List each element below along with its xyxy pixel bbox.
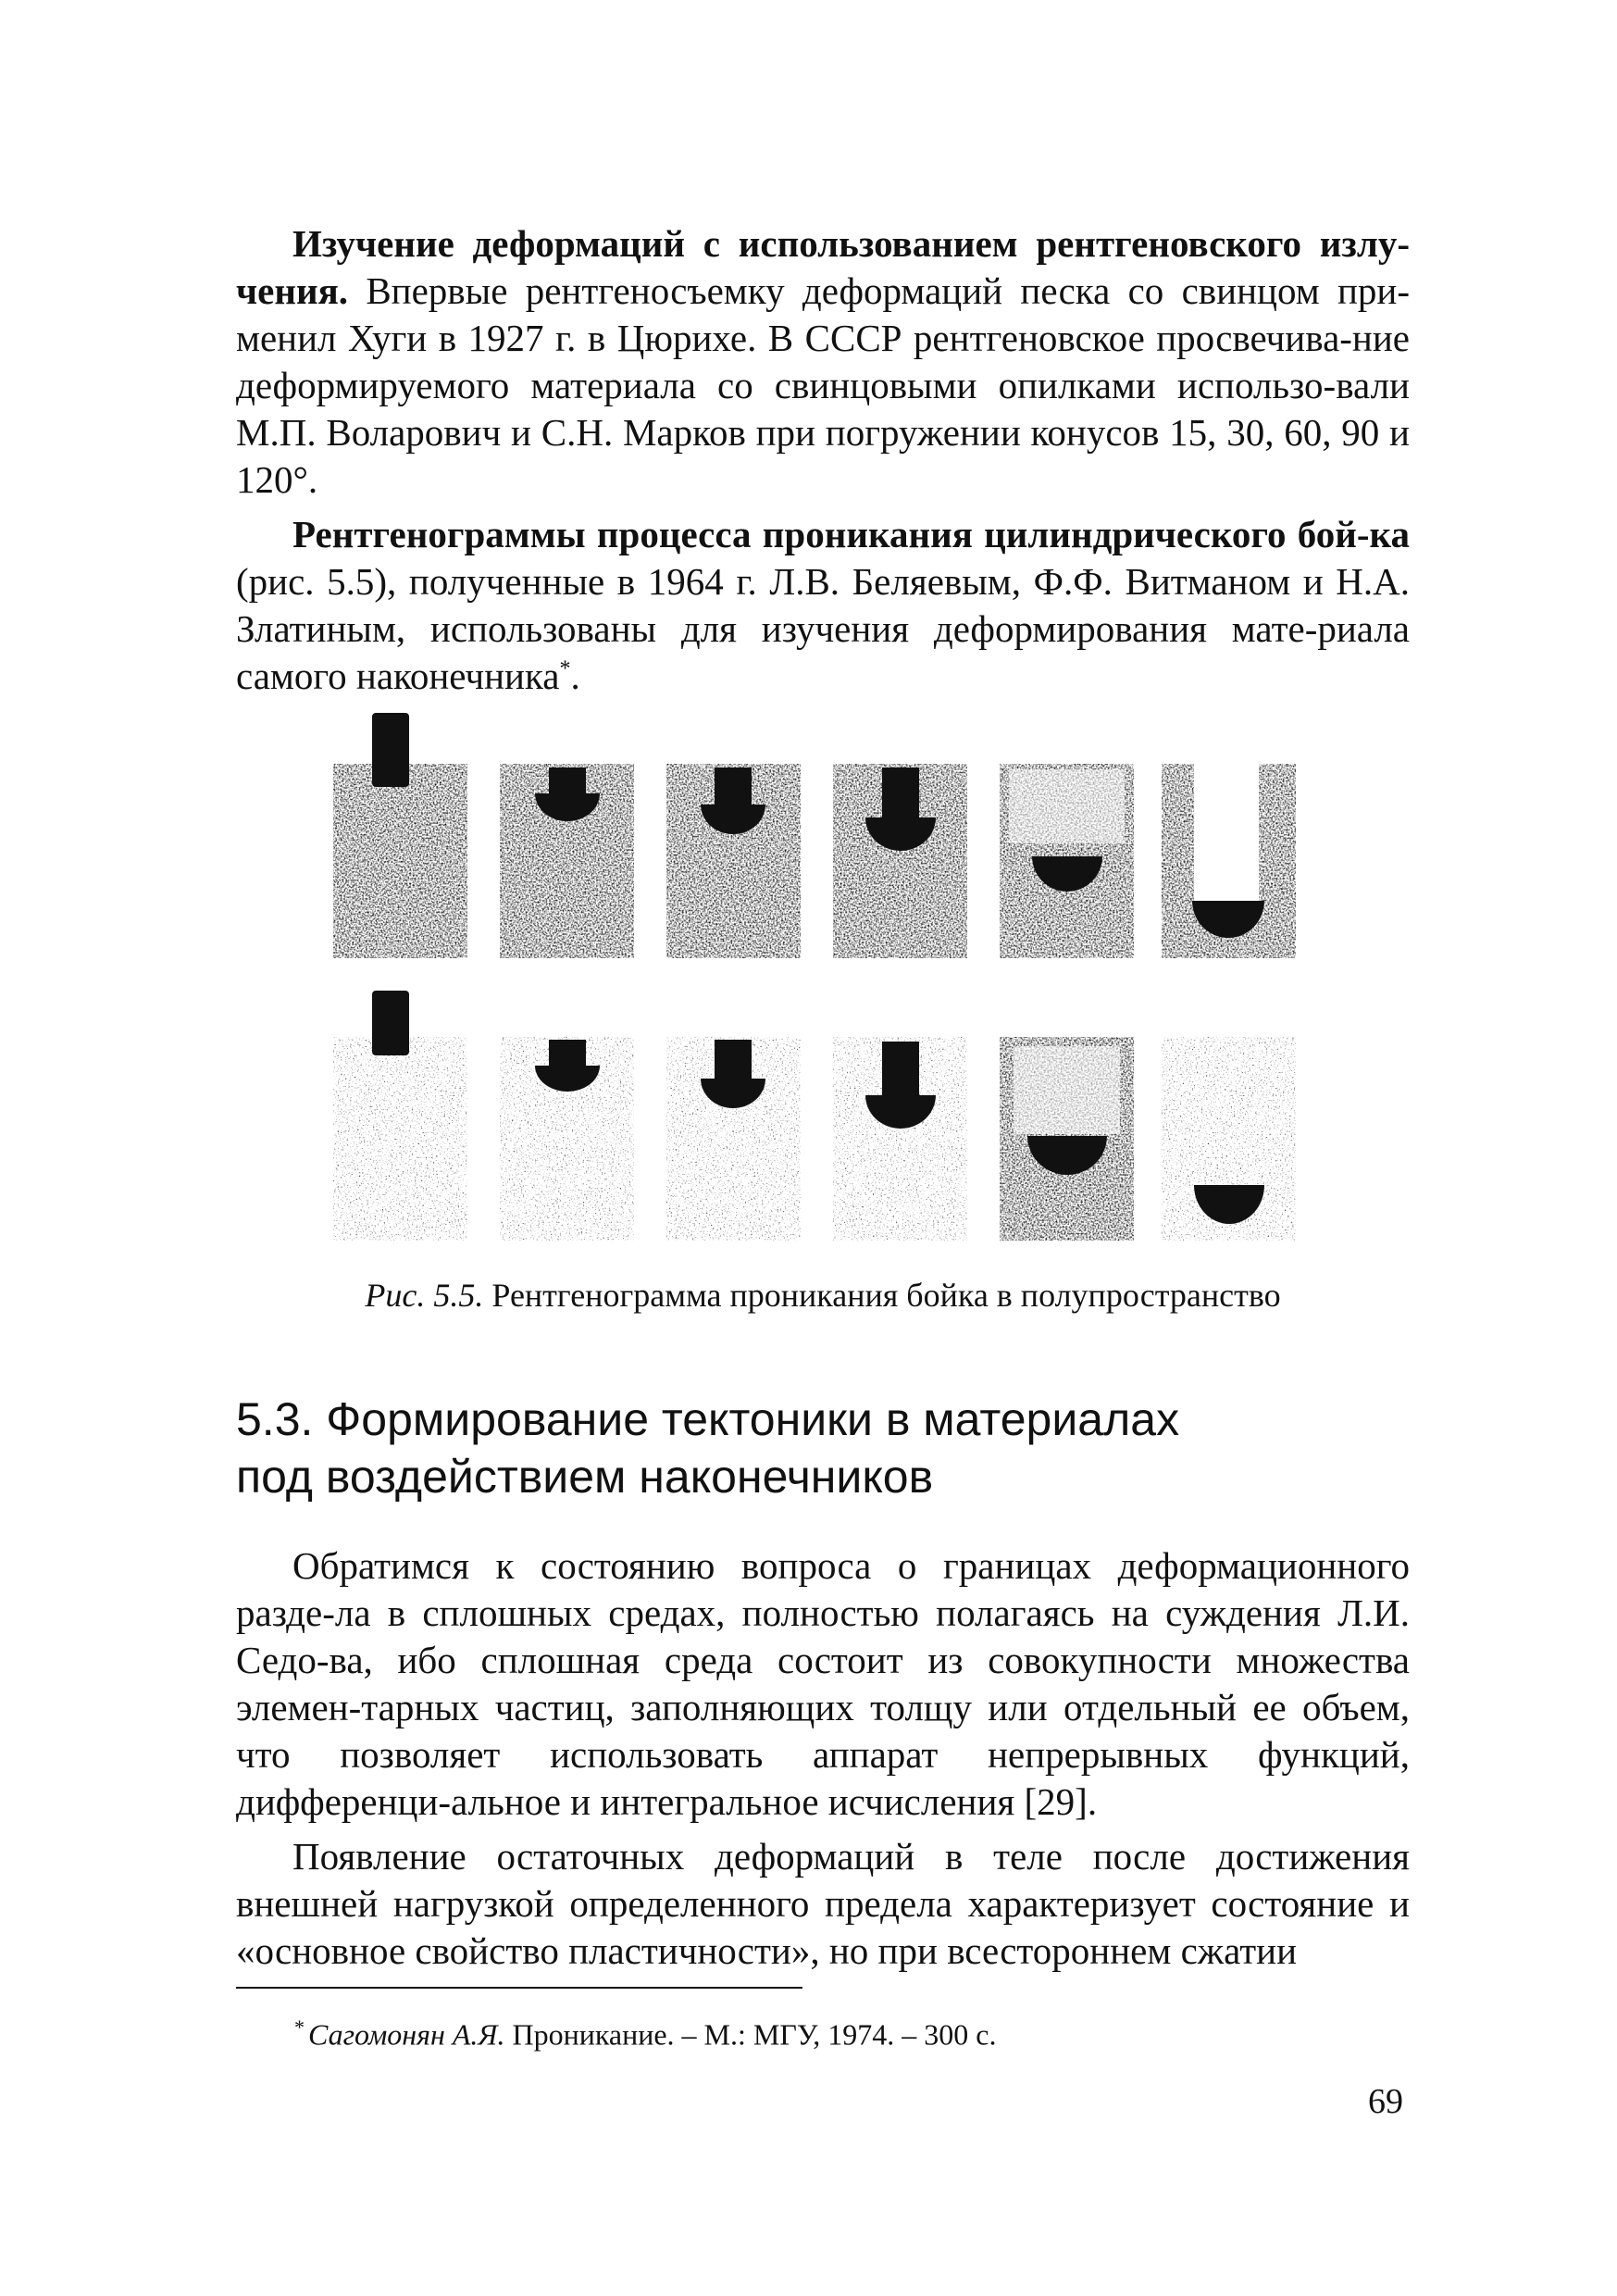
radiograph-row-1 bbox=[333, 713, 1296, 958]
paragraph-xray-study bbox=[236, 220, 1410, 504]
striker-2-1 bbox=[372, 991, 409, 1055]
section-heading-line-2: под воздействием наконечников bbox=[236, 1451, 934, 1503]
top-text-block bbox=[236, 220, 1410, 700]
frame-1-6 bbox=[1162, 764, 1296, 958]
footnote-author: Сагомонян А.Я. bbox=[308, 2017, 505, 2052]
frame-2-1 bbox=[333, 991, 467, 1241]
paragraph-xray-study-body: Впервые рентгеносъемку деформаций песка со свинцом при-менил Хуги в 1927 г. в Цюрихе. В СССР рентгеновское просвечива-ние деформируемого материала со свинцовыми опилками использо-вали М.П. Воларович и С.Н. Марков при погружении конусов 15, 30, 60, 90 и 120°. bbox=[236, 269, 1410, 501]
figure-caption-label: Рис. 5.5. bbox=[365, 1277, 484, 1314]
radiograph-image bbox=[324, 708, 1324, 1264]
frame-1-3 bbox=[666, 764, 801, 958]
frame-2-4 bbox=[833, 1037, 967, 1241]
footnote-reference-mark: * bbox=[559, 656, 571, 681]
paragraph-residual-deformation: Появление остаточных деформаций в теле после достижения внешней нагрузкой определенного предела характеризует состояние и «основное свойство пластичности», но при всестороннем сжатии bbox=[236, 1835, 1410, 1972]
paragraph-radiographs-heading: Рентгенограммы процесса проникания цилиндрического бой-ка bbox=[292, 513, 1410, 555]
bottom-text-block bbox=[236, 1542, 1410, 1975]
frame-2-5 bbox=[1000, 1037, 1134, 1241]
frame-2-2 bbox=[500, 1037, 634, 1241]
footnote-text: Проникание. – М.: МГУ, 1974. – 300 с. bbox=[504, 2017, 997, 2052]
frame-2-6 bbox=[1162, 1037, 1296, 1241]
frame-1-2 bbox=[500, 764, 634, 958]
figure-radiograph-grid bbox=[324, 708, 1324, 1264]
paragraph-radiographs-body: (рис. 5.5), полученные в 1964 г. Л.В. Беляевым, Ф.Ф. Витманом и Н.А. Златиным, использованы для изучения деформирования мате-риала самого наконечника bbox=[236, 560, 1410, 697]
footnote-divider bbox=[236, 1987, 802, 1989]
frame-1-4 bbox=[833, 764, 967, 958]
footnote bbox=[294, 2009, 996, 2053]
figure-caption bbox=[236, 1275, 1410, 1316]
paragraph-radiographs bbox=[236, 511, 1410, 700]
frame-1-1 bbox=[333, 713, 467, 958]
frame-1-5 bbox=[1000, 764, 1134, 958]
radiograph-row-2 bbox=[333, 991, 1296, 1241]
striker-1-1 bbox=[372, 713, 409, 787]
paragraph-continuum: Обратимся к состоянию вопроса о границах деформационного разде-ла в сплошных средах, полностью полагаясь на суждения Л.И. Седо-ва, ибо сплошная среда состоит из совокупности множества элемен-тарных частиц, заполняющих толщу или отдельный ее объем, что позволяет использовать аппарат непрерывных функций, дифференци-альное и интегральное исчисления [29]. bbox=[236, 1544, 1410, 1823]
paragraph-radiographs-end: . bbox=[570, 655, 580, 697]
section-heading bbox=[236, 1391, 1410, 1505]
frame-2-3 bbox=[666, 1037, 801, 1241]
section-heading-line-1: 5.3. Формирование тектоники в материалах bbox=[236, 1393, 1180, 1445]
page-number: 69 bbox=[1368, 2082, 1403, 2121]
footnote-mark: * bbox=[294, 2015, 305, 2039]
paragraph-xray-study-heading: Изучение деформаций с использованием рентгеновского излу-чения. bbox=[236, 222, 1410, 312]
figure-caption-text: Рентгенограмма проникания бойка в полупространство bbox=[483, 1277, 1281, 1314]
